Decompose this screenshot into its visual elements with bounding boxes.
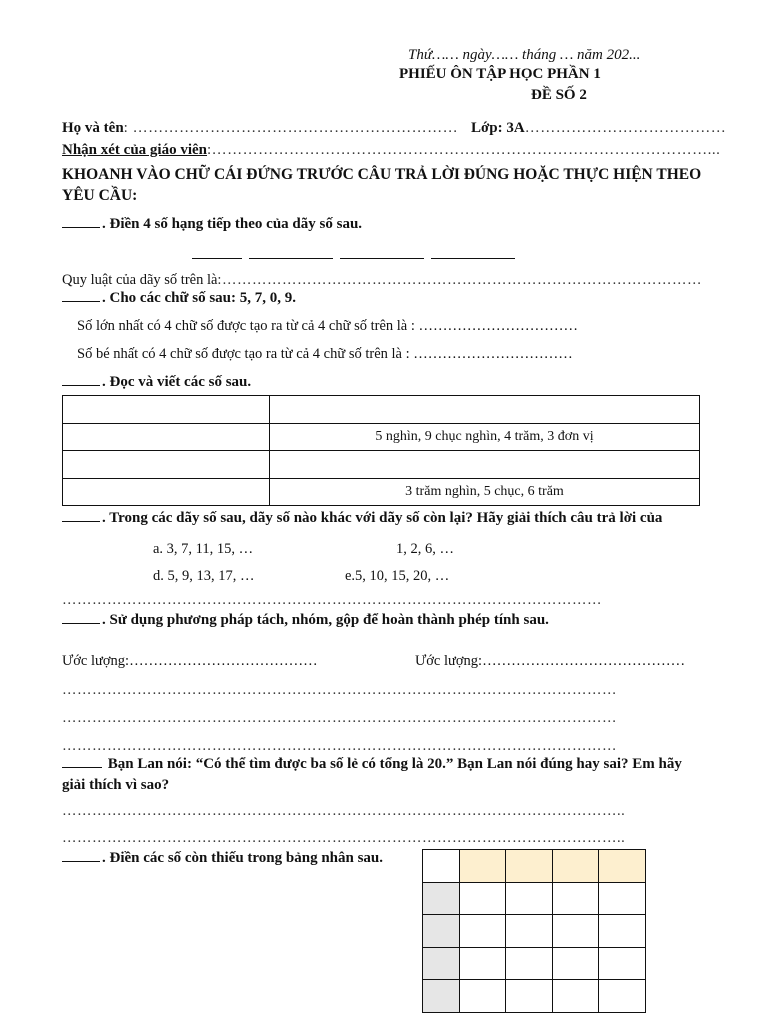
question-6: [62, 756, 682, 773]
table-row: [63, 451, 700, 479]
worksheet-title: PHIẾU ÔN TẬP HỌC PHẦN 1: [399, 66, 601, 82]
table-cell[interactable]: [552, 915, 598, 948]
table-cell[interactable]: [506, 980, 552, 1013]
option-b[interactable]: 1, 2, 6, …: [396, 541, 454, 557]
estimate-right[interactable]: Ước lượng:……………………………………: [415, 653, 686, 669]
work-dots-1[interactable]: …………………………………………………………………………………………………: [62, 682, 617, 698]
question-6-text: Bạn Lan nói: “Có thể tìm được ba số lẻ có tổng là 20.” Bạn Lan nói đúng hay sai? Em hãy: [104, 756, 682, 772]
header-cell[interactable]: [506, 850, 552, 883]
worksheet-subtitle: ĐỀ SỐ 2: [531, 87, 587, 103]
smallest-number-line[interactable]: Số bé nhất có 4 chữ số được tạo ra từ cả 4 chữ số trên là : ……………………………: [77, 346, 573, 362]
question-7-text: . Điền các số còn thiếu trong bảng nhân sau.: [102, 850, 384, 866]
sequence-blank-3[interactable]: [340, 258, 424, 259]
question-1: [62, 216, 362, 233]
name-field[interactable]: : ………………………………………………………: [123, 120, 459, 136]
question-3-text: . Đọc và viết các số sau.: [102, 374, 252, 390]
table-cell[interactable]: [63, 396, 270, 424]
comment-label: Nhận xét của giáo viên: [62, 142, 208, 158]
question-7: [62, 850, 383, 867]
table-cell[interactable]: [270, 451, 700, 479]
table-cell[interactable]: [63, 451, 270, 479]
header-cell[interactable]: [460, 850, 506, 883]
class-row: [471, 120, 726, 137]
question-4: [62, 510, 662, 527]
work-dots-3[interactable]: …………………………………………………………………………………………………: [62, 738, 617, 754]
table-cell[interactable]: [460, 980, 506, 1013]
header-cell[interactable]: [552, 850, 598, 883]
table-row: [63, 423, 700, 451]
table-cell[interactable]: [506, 882, 552, 915]
table-row: [63, 396, 700, 424]
side-cell[interactable]: [423, 947, 460, 980]
explain-dots-2[interactable]: …………………………………………………………………………………………………..: [62, 830, 626, 846]
rule-field[interactable]: :……………………………………………………………………………………: [217, 272, 702, 288]
option-e[interactable]: e.5, 10, 15, 20, …: [345, 568, 450, 584]
comment-row: [62, 142, 720, 159]
question-number-blank[interactable]: [62, 290, 100, 302]
table-row: [423, 882, 646, 915]
class-label: Lớp: 3A: [471, 120, 525, 136]
table-row: [423, 915, 646, 948]
instruction-line-2: YÊU CẦU:: [62, 187, 138, 204]
table-row: [423, 850, 646, 883]
name-row: [62, 120, 458, 137]
table-cell[interactable]: [460, 915, 506, 948]
question-6-text-cont: giải thích vì sao?: [62, 777, 170, 793]
table-cell[interactable]: [506, 915, 552, 948]
table-cell[interactable]: [599, 882, 645, 915]
question-number-blank[interactable]: [62, 510, 100, 522]
side-cell[interactable]: [423, 980, 460, 1013]
table-cell: 5 nghìn, 9 chục nghìn, 4 trăm, 3 đơn vị: [270, 423, 700, 451]
question-number-blank[interactable]: [62, 216, 100, 228]
rule-label: Quy luật của dãy số trên là: [62, 272, 218, 288]
side-cell[interactable]: [423, 882, 460, 915]
table-cell[interactable]: [552, 882, 598, 915]
table-cell[interactable]: [460, 947, 506, 980]
question-number-blank[interactable]: [62, 850, 100, 862]
multiplication-table: [422, 849, 646, 1013]
rule-row: [62, 272, 702, 289]
table-cell: 3 trăm nghìn, 5 chục, 6 trăm: [270, 478, 700, 506]
table-cell[interactable]: [599, 980, 645, 1013]
question-3: [62, 374, 251, 391]
instruction-line-1: KHOANH VÀO CHỮ CÁI ĐỨNG TRƯỚC CÂU TRẢ LỜI ĐÚNG HOẶC THỰC HIỆN THEO: [62, 166, 702, 183]
side-cell[interactable]: [423, 915, 460, 948]
table-row: [63, 478, 700, 506]
table-row: [423, 980, 646, 1013]
table-cell[interactable]: [270, 396, 700, 424]
question-number-blank[interactable]: [62, 612, 100, 624]
question-4-text: . Trong các dãy số sau, dãy số nào khác với dãy số còn lại? Hãy giải thích câu trả lời của: [102, 510, 663, 526]
question-5-text: . Sử dụng phương pháp tách, nhóm, gộp để hoàn thành phép tính sau.: [102, 612, 549, 628]
question-number-blank[interactable]: [62, 374, 100, 386]
question-1-text: . Điền 4 số hạng tiếp theo của dãy số sau.: [102, 216, 363, 232]
table-cell[interactable]: [599, 915, 645, 948]
work-dots-2[interactable]: …………………………………………………………………………………………………: [62, 710, 617, 726]
largest-number-line[interactable]: Số lớn nhất có 4 chữ số được tạo ra từ cả 4 chữ số trên là : ……………………………: [77, 318, 579, 334]
sequence-blank-1[interactable]: [192, 258, 242, 259]
sequence-blank-4[interactable]: [431, 258, 515, 259]
class-field[interactable]: …………………………………: [524, 120, 727, 136]
answer-dots[interactable]: ………………………………………………………………………………………………: [62, 592, 602, 608]
comment-field[interactable]: :……………………………………………………………………………………...: [207, 142, 721, 158]
question-2-text: . Cho các chữ số sau: 5, 7, 0, 9.: [102, 290, 297, 306]
table-cell[interactable]: [506, 947, 552, 980]
question-number-blank[interactable]: [62, 756, 102, 768]
table-cell[interactable]: [63, 423, 270, 451]
table-cell[interactable]: [599, 947, 645, 980]
table-cell[interactable]: [552, 947, 598, 980]
table-cell[interactable]: [552, 980, 598, 1013]
question-5: [62, 612, 549, 629]
option-d[interactable]: d. 5, 9, 13, 17, …: [153, 568, 255, 584]
read-write-table: [62, 395, 700, 506]
date-line: Thứ…… ngày…… tháng … năm 202...: [408, 47, 641, 63]
sequence-blank-2[interactable]: [249, 258, 333, 259]
question-2: [62, 290, 296, 307]
option-a[interactable]: a. 3, 7, 11, 15, …: [153, 541, 254, 557]
table-cell[interactable]: [460, 882, 506, 915]
explain-dots-1[interactable]: …………………………………………………………………………………………………..: [62, 803, 626, 819]
table-cell[interactable]: [63, 478, 270, 506]
estimate-left[interactable]: Ước lượng:…………………………………: [62, 653, 318, 669]
name-label: Họ và tên: [62, 120, 124, 136]
header-cell[interactable]: [599, 850, 645, 883]
table-row: [423, 947, 646, 980]
table-corner-cell: [423, 850, 460, 883]
